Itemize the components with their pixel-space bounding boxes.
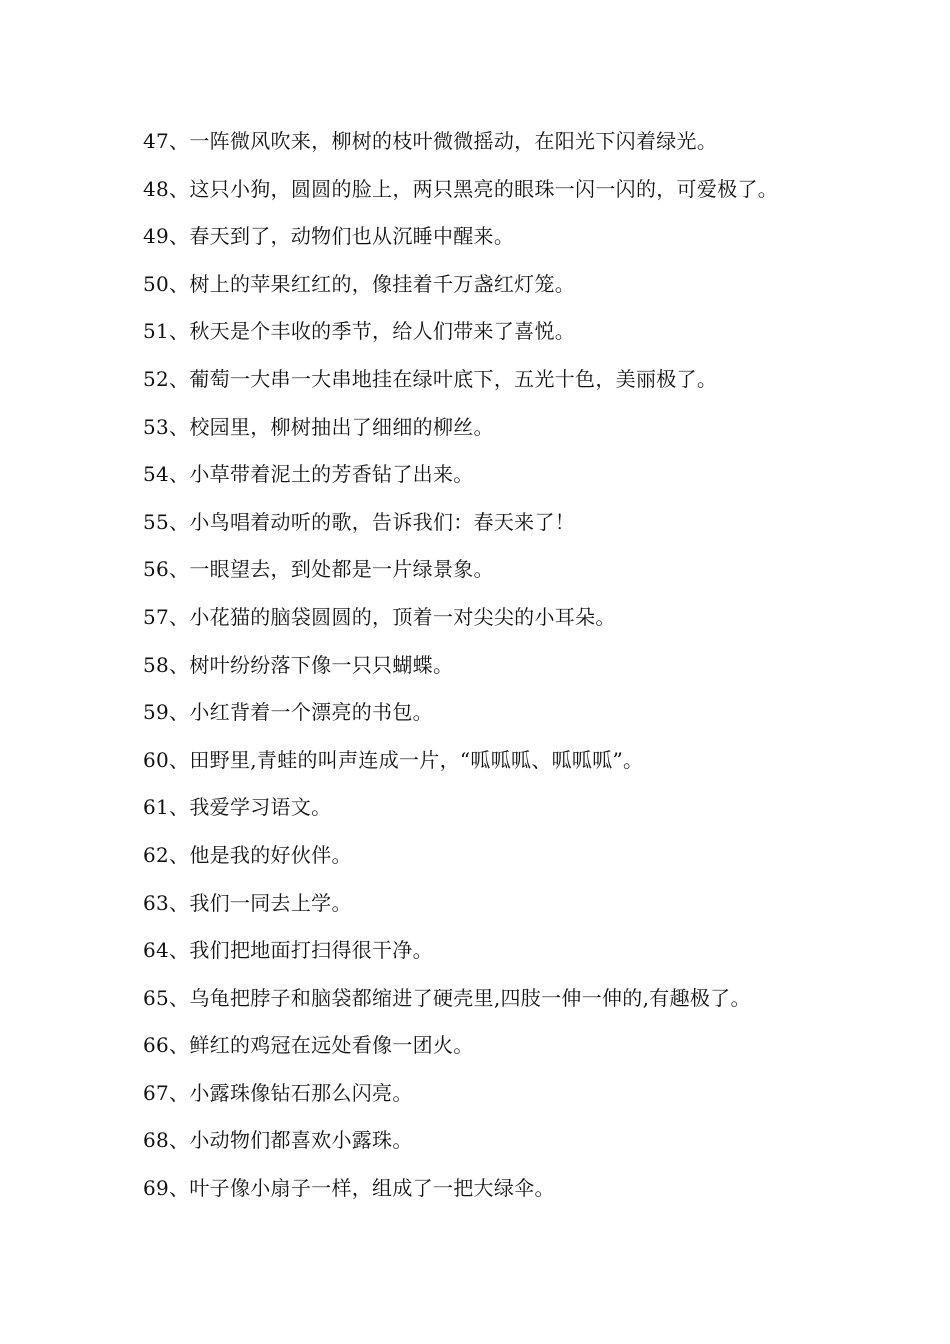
sentence-line: 48、这只小狗，圆圆的脸上，两只黑亮的眼珠一闪一闪的，可爱极了。 (143, 176, 779, 201)
sentence-line: 51、秋天是个丰收的季节，给人们带来了喜悦。 (143, 319, 576, 344)
sentence-line: 66、鲜红的鸡冠在远处看像一团火。 (143, 1033, 474, 1058)
sentence-line: 60、田野里,青蛙的叫声连成一片，“呱呱呱、呱呱呱”。 (143, 747, 644, 772)
sentence-line: 47、一阵微风吹来，柳树的枝叶微微摇动，在阳光下闪着绿光。 (143, 129, 718, 153)
sentence-line: 61、我爱学习语文。 (143, 795, 332, 820)
sentence-list (143, 124, 933, 1219)
sentence-line: 52、葡萄一大串一大串地挂在绿叶底下，五光十色，美丽极了。 (143, 366, 718, 391)
sentence-line: 55、小鸟唱着动听的歌，告诉我们：春天来了！ (143, 509, 576, 534)
sentence-line: 58、树叶纷纷落下像一只只蝴蝶。 (143, 652, 454, 677)
sentence-line: 57、小花猫的脑袋圆圆的，顶着一对尖尖的小耳朵。 (143, 604, 616, 629)
sentence-line: 54、小草带着泥土的芳香钻了出来。 (143, 462, 474, 487)
sentence-line: 56、一眼望去，到处都是一片绿景象。 (143, 557, 494, 582)
sentence-line: 53、校园里，柳树抽出了细细的柳丝。 (143, 414, 494, 439)
sentence-line: 62、他是我的好伙伴。 (143, 842, 352, 867)
sentence-line: 68、小动物们都喜欢小露珠。 (143, 1128, 413, 1153)
sentence-line: 67、小露珠像钻石那么闪亮。 (143, 1080, 413, 1105)
sentence-line: 63、我们一同去上学。 (143, 890, 352, 915)
sentence-line: 64、我们把地面打扫得很干净。 (143, 938, 433, 963)
sentence-line: 69、叶子像小扇子一样，组成了一把大绿伞。 (143, 1176, 555, 1201)
sentence-line: 65、乌龟把脖子和脑袋都缩进了硬壳里,四肢一伸一伸的,有趣极了。 (143, 985, 751, 1010)
sentence-line: 50、树上的苹果红红的，像挂着千万盏红灯笼。 (143, 271, 576, 296)
sentence-line: 49、春天到了，动物们也从沉睡中醒来。 (143, 224, 515, 249)
sentence-line: 59、小红背着一个漂亮的书包。 (143, 700, 433, 725)
